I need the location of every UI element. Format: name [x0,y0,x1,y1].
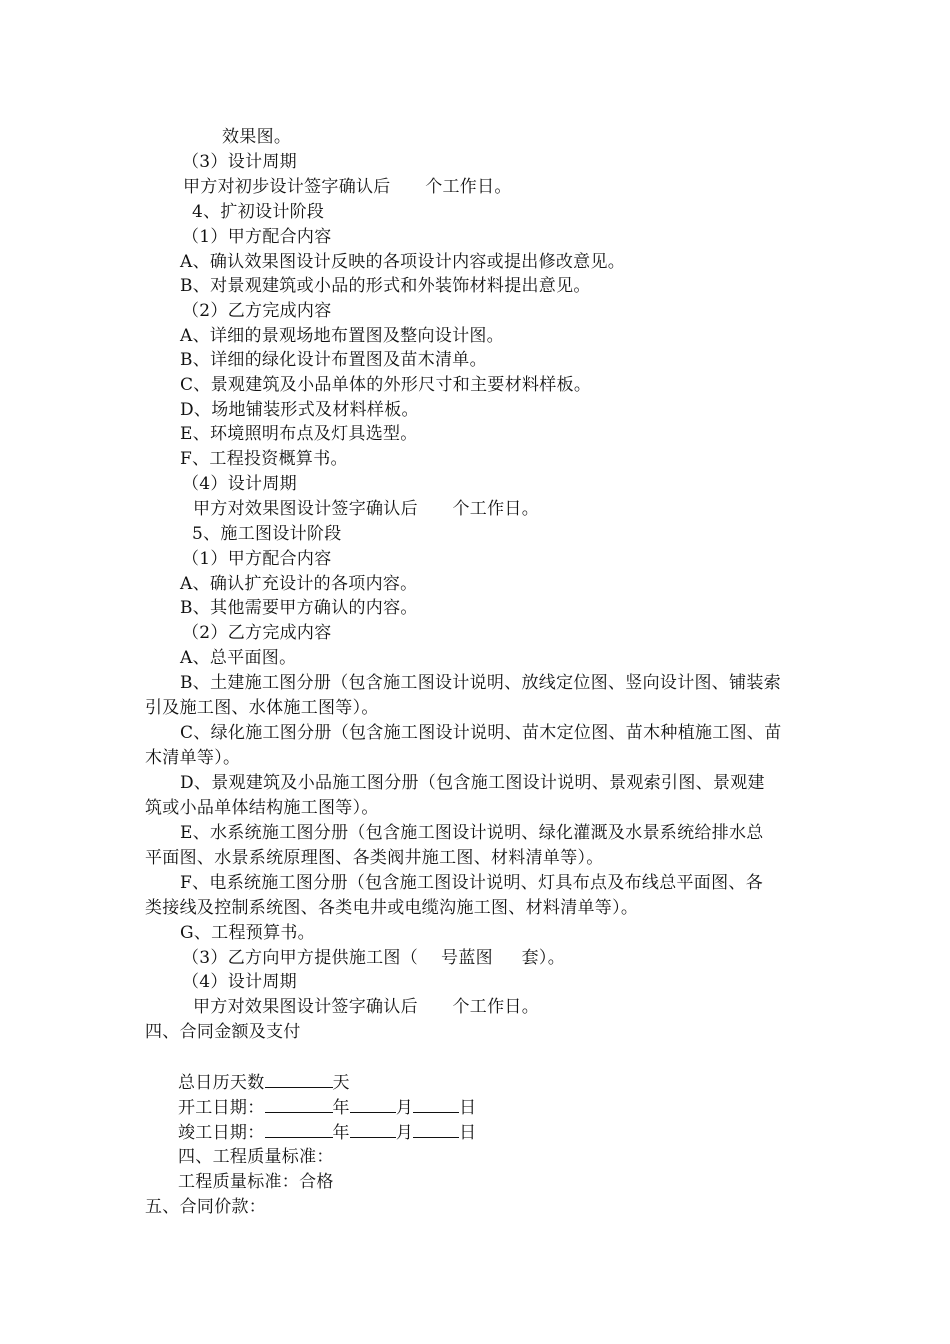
end-day-blank [413,1120,459,1138]
year-label: 年 [332,1098,350,1118]
doc-line: A、详细的景观场地布置图及整向设计图。 [180,326,504,346]
doc-line: F、工程投资概算书。 [180,449,348,469]
doc-line: 效果图。 [222,127,292,147]
day-label: 日 [459,1123,477,1143]
doc-line: D、景观建筑及小品施工图分册（包含施工图设计说明、景观索引图、景观建 [180,773,765,793]
doc-line: F、电系统施工图分册（包含施工图设计说明、灯具布点及布线总平面图、各 [180,873,763,893]
doc-line: （2）乙方完成内容 [182,301,332,321]
start-date-label: 开工日期： [178,1098,265,1118]
end-year-blank [265,1120,333,1138]
start-day-blank [413,1095,459,1113]
total-days-blank [265,1070,333,1088]
end-date-line [178,1120,476,1144]
total-days-unit: 天 [332,1073,350,1093]
doc-line: 木清单等）。 [145,748,241,768]
doc-line: 类接线及控制系统图、各类电井或电缆沟施工图、材料清单等）。 [145,898,639,918]
doc-line: C、景观建筑及小品单体的外形尺寸和主要材料样板。 [180,375,592,395]
doc-line: G、工程预算书。 [180,923,315,943]
section-heading: 四、合同金额及支付 [145,1022,301,1042]
end-date-label: 竣工日期： [178,1123,265,1143]
doc-line: D、场地铺装形式及材料样板。 [180,400,419,420]
total-days-line [178,1070,350,1094]
doc-line: （1）甲方配合内容 [182,549,332,569]
doc-line: （4）设计周期 [182,972,297,992]
doc-line: （4）设计周期 [182,474,297,494]
doc-line: 引及施工图、水体施工图等）。 [145,698,379,718]
price-heading: 五、合同价款： [145,1197,267,1217]
doc-line: E、水系统施工图分册（包含施工图设计说明、绿化灌溉及水景系统给排水总 [180,823,764,843]
start-year-blank [265,1095,333,1113]
doc-line: 甲方对效果图设计签字确认后 个工作日。 [193,499,539,519]
doc-line: B、土建施工图分册（包含施工图设计说明、放线定位图、竖向设计图、铺装索 [180,673,781,693]
quality-value: 工程质量标准：合格 [178,1172,334,1192]
year-label: 年 [332,1123,350,1143]
doc-line: 筑或小品单体结构施工图等）。 [145,798,379,818]
start-date-line [178,1095,476,1119]
doc-line: B、其他需要甲方确认的内容。 [180,598,418,618]
total-days-label: 总日历天数 [178,1073,265,1093]
doc-line: B、对景观建筑或小品的形式和外装饰材料提出意见。 [180,276,591,296]
doc-line: E、环境照明布点及灯具选型。 [180,424,418,444]
doc-line: 甲方对效果图设计签字确认后 个工作日。 [193,997,539,1017]
doc-line: A、确认效果图设计反映的各项设计内容或提出修改意见。 [180,252,626,272]
doc-line: A、总平面图。 [180,648,297,668]
doc-line: B、详细的绿化设计布置图及苗木清单。 [180,350,487,370]
doc-line: （3）乙方向甲方提供施工图（ 号蓝图 套）。 [182,948,566,968]
doc-line: 4、扩初设计阶段 [192,202,325,222]
end-month-blank [350,1120,396,1138]
doc-line: C、绿化施工图分册（包含施工图设计说明、苗木定位图、苗木种植施工图、苗 [180,723,782,743]
day-label: 日 [459,1098,477,1118]
doc-line: A、确认扩充设计的各项内容。 [180,574,418,594]
month-label: 月 [395,1123,414,1143]
quality-heading: 四、工程质量标准： [178,1147,334,1167]
doc-line: 5、施工图设计阶段 [192,524,342,544]
doc-line: （1）甲方配合内容 [182,227,332,247]
doc-line: （3）设计周期 [182,152,297,172]
month-label: 月 [395,1098,414,1118]
doc-line: 甲方对初步设计签字确认后 个工作日。 [183,177,512,197]
doc-line: （2）乙方完成内容 [182,623,332,643]
start-month-blank [350,1095,396,1113]
doc-line: 平面图、水景系统原理图、各类阀井施工图、材料清单等）。 [145,848,604,868]
